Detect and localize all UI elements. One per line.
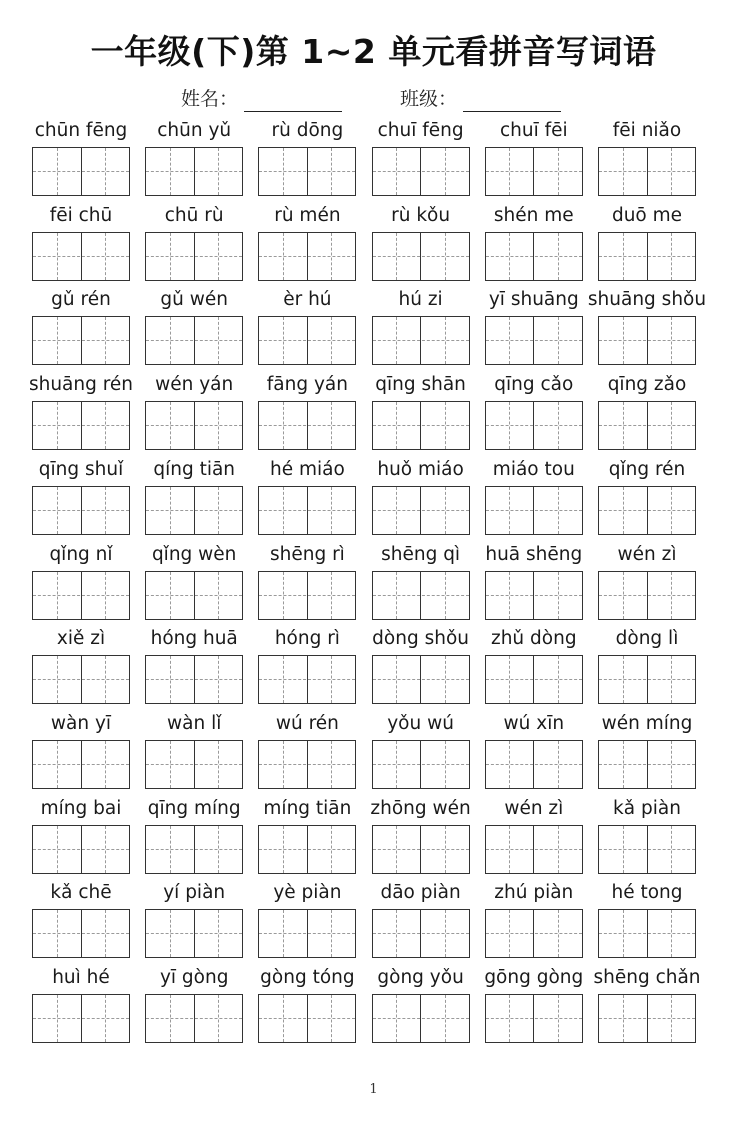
guide-line-horizontal — [599, 256, 695, 257]
character-writing-boxes[interactable] — [485, 571, 583, 620]
character-writing-boxes[interactable] — [32, 825, 130, 874]
word-cell — [138, 624, 250, 708]
word-cell — [591, 624, 703, 708]
guide-line-horizontal — [373, 340, 469, 341]
character-writing-boxes[interactable] — [372, 147, 470, 196]
character-writing-boxes[interactable] — [145, 486, 243, 535]
word-cell — [591, 201, 703, 285]
guide-line-horizontal — [259, 256, 355, 257]
guide-line-horizontal — [33, 849, 129, 850]
word-cell — [25, 370, 137, 454]
word-cell — [138, 794, 250, 878]
word-cell — [478, 201, 590, 285]
character-writing-boxes[interactable] — [598, 571, 696, 620]
guide-line-horizontal — [486, 171, 582, 172]
guide-line-horizontal — [599, 849, 695, 850]
pinyin-label: qǐng nǐ — [49, 543, 113, 565]
character-writing-boxes[interactable] — [485, 825, 583, 874]
word-cell — [365, 201, 477, 285]
word-cell — [478, 878, 590, 962]
guide-line-horizontal — [373, 425, 469, 426]
word-cell — [591, 878, 703, 962]
pinyin-label: dāo piàn — [380, 882, 461, 904]
character-writing-boxes[interactable] — [258, 486, 356, 535]
guide-line-horizontal — [373, 679, 469, 680]
word-cell — [591, 370, 703, 454]
guide-line-horizontal — [146, 1018, 242, 1019]
word-cell — [138, 878, 250, 962]
character-writing-boxes[interactable] — [258, 909, 356, 958]
pinyin-label: wén yán — [155, 374, 234, 396]
page-number: 1 — [369, 1082, 378, 1097]
word-cell — [591, 455, 703, 539]
character-writing-boxes[interactable] — [598, 655, 696, 704]
word-cell — [138, 116, 250, 200]
character-writing-boxes[interactable] — [258, 316, 356, 365]
guide-line-horizontal — [259, 1018, 355, 1019]
guide-line-horizontal — [259, 764, 355, 765]
word-cell — [251, 455, 363, 539]
pinyin-label: wén zì — [504, 797, 564, 819]
word-cell — [478, 963, 590, 1047]
word-cell — [591, 963, 703, 1047]
character-writing-boxes[interactable] — [598, 486, 696, 535]
character-writing-boxes[interactable] — [485, 401, 583, 450]
class-field — [400, 86, 561, 114]
pinyin-label: rù kǒu — [391, 204, 451, 226]
pinyin-label: wú rén — [275, 712, 339, 734]
pinyin-label: gòng yǒu — [377, 967, 464, 988]
pinyin-label: wén míng — [601, 712, 693, 734]
word-cell — [591, 116, 703, 200]
word-cell — [365, 370, 477, 454]
pinyin-label: fēi chū — [49, 204, 113, 226]
pinyin-label: qīng míng — [147, 797, 241, 819]
character-writing-boxes[interactable] — [145, 571, 243, 620]
word-cell — [251, 540, 363, 624]
pinyin-label: yī gòng — [159, 967, 229, 988]
pinyin-label: dòng lì — [615, 628, 679, 650]
character-writing-boxes[interactable] — [598, 740, 696, 789]
guide-line-horizontal — [486, 340, 582, 341]
character-writing-boxes[interactable] — [258, 571, 356, 620]
guide-line-horizontal — [486, 256, 582, 257]
guide-line-horizontal — [33, 933, 129, 934]
character-writing-boxes[interactable] — [32, 316, 130, 365]
character-writing-boxes[interactable] — [32, 740, 130, 789]
pinyin-label: duō me — [611, 204, 683, 226]
word-cell — [365, 794, 477, 878]
guide-line-horizontal — [146, 510, 242, 511]
guide-line-horizontal — [33, 1018, 129, 1019]
character-writing-boxes[interactable] — [598, 825, 696, 874]
character-writing-boxes[interactable] — [485, 909, 583, 958]
character-writing-boxes[interactable] — [258, 232, 356, 281]
pinyin-label: shēng rì — [269, 543, 345, 565]
character-writing-boxes[interactable] — [372, 655, 470, 704]
word-cell — [478, 709, 590, 793]
guide-line-horizontal — [373, 764, 469, 765]
page-title: 一年级(下)第 1~2 单元看拼音写词语 — [90, 32, 657, 71]
guide-line-horizontal — [33, 510, 129, 511]
word-cell — [138, 709, 250, 793]
guide-line-horizontal — [33, 679, 129, 680]
pinyin-label: gǔ rén — [51, 289, 111, 311]
guide-line-horizontal — [33, 595, 129, 596]
character-writing-boxes[interactable] — [145, 655, 243, 704]
character-writing-boxes[interactable] — [258, 825, 356, 874]
guide-line-horizontal — [486, 679, 582, 680]
guide-line-horizontal — [599, 510, 695, 511]
word-cell — [138, 370, 250, 454]
pinyin-label: dòng shǒu — [372, 628, 469, 650]
pinyin-label: qīng cǎo — [494, 374, 574, 396]
pinyin-label: qíng tiān — [153, 458, 236, 480]
name-label: 姓名： — [181, 88, 239, 110]
character-writing-boxes[interactable] — [372, 909, 470, 958]
guide-line-horizontal — [259, 425, 355, 426]
character-writing-boxes[interactable] — [598, 232, 696, 281]
guide-line-horizontal — [146, 933, 242, 934]
worksheet-row — [25, 624, 715, 708]
guide-line-horizontal — [486, 425, 582, 426]
pinyin-label: qǐng wèn — [151, 543, 237, 565]
guide-line-horizontal — [599, 679, 695, 680]
pinyin-label: rù dōng — [271, 120, 344, 141]
pinyin-label: hú zi — [398, 289, 443, 311]
guide-line-horizontal — [146, 849, 242, 850]
pinyin-label: chūn yǔ — [157, 120, 232, 141]
pinyin-label: zhú piàn — [494, 882, 574, 904]
character-writing-boxes[interactable] — [598, 401, 696, 450]
worksheet-row — [25, 201, 715, 285]
pinyin-label: kǎ piàn — [613, 797, 681, 819]
guide-line-horizontal — [373, 933, 469, 934]
guide-line-horizontal — [146, 764, 242, 765]
guide-line-horizontal — [373, 510, 469, 511]
word-cell — [138, 540, 250, 624]
character-writing-boxes[interactable] — [485, 994, 583, 1043]
pinyin-label: yǒu wú — [387, 712, 454, 734]
name-field — [181, 86, 342, 114]
guide-line-horizontal — [33, 256, 129, 257]
pinyin-label: fēi niǎo — [612, 120, 682, 141]
word-cell — [251, 963, 363, 1047]
pinyin-label: fāng yán — [266, 374, 348, 396]
word-cell — [251, 624, 363, 708]
guide-line-horizontal — [486, 595, 582, 596]
word-cell — [25, 285, 137, 369]
character-writing-boxes[interactable] — [258, 655, 356, 704]
word-cell — [591, 709, 703, 793]
pinyin-label: hé tong — [611, 882, 683, 904]
pinyin-label: shén me — [493, 204, 574, 226]
character-writing-boxes[interactable] — [32, 147, 130, 196]
character-writing-boxes[interactable] — [32, 571, 130, 620]
guide-line-horizontal — [486, 1018, 582, 1019]
worksheet-row — [25, 878, 715, 962]
word-cell — [25, 963, 137, 1047]
guide-line-horizontal — [486, 849, 582, 850]
pinyin-label: gǔ wén — [160, 289, 228, 311]
guide-line-horizontal — [599, 425, 695, 426]
pinyin-label: chūn fēng — [34, 120, 128, 141]
worksheet-row — [25, 963, 715, 1047]
pinyin-label: shēng qì — [381, 543, 461, 565]
word-cell — [25, 540, 137, 624]
pinyin-label: kǎ chē — [50, 882, 112, 904]
worksheet-row — [25, 455, 715, 539]
word-cell — [251, 116, 363, 200]
character-writing-boxes[interactable] — [32, 486, 130, 535]
character-writing-boxes[interactable] — [598, 316, 696, 365]
pinyin-label: èr hú — [283, 289, 332, 311]
guide-line-horizontal — [599, 595, 695, 596]
pinyin-label: hóng rì — [274, 628, 340, 650]
worksheet-row — [25, 709, 715, 793]
character-writing-boxes[interactable] — [598, 147, 696, 196]
word-cell — [365, 540, 477, 624]
word-cell — [25, 201, 137, 285]
guide-line-horizontal — [599, 933, 695, 934]
word-cell — [478, 794, 590, 878]
guide-line-horizontal — [599, 340, 695, 341]
character-writing-boxes[interactable] — [485, 655, 583, 704]
pinyin-label: wén zì — [617, 543, 677, 565]
pinyin-label: shuāng rén — [28, 374, 134, 396]
pinyin-label: chuī fēng — [377, 120, 464, 141]
word-cell — [587, 285, 707, 369]
word-cell — [478, 370, 590, 454]
pinyin-label: wàn yī — [50, 712, 112, 734]
word-cell — [365, 963, 477, 1047]
pinyin-label: huā shēng — [485, 543, 583, 565]
pinyin-label: zhōng wén — [370, 797, 471, 819]
guide-line-horizontal — [146, 679, 242, 680]
pinyin-label: zhǔ dòng — [491, 628, 577, 650]
guide-line-horizontal — [259, 510, 355, 511]
class-label: 班级： — [400, 88, 458, 110]
guide-line-horizontal — [599, 1018, 695, 1019]
pinyin-label: gōng gòng — [484, 967, 584, 988]
pinyin-label: rù mén — [274, 204, 341, 226]
pinyin-label: wàn lǐ — [167, 712, 222, 734]
guide-line-horizontal — [146, 256, 242, 257]
word-cell — [138, 963, 250, 1047]
worksheet-row — [25, 794, 715, 878]
pinyin-label: wú xīn — [503, 712, 565, 734]
guide-line-horizontal — [259, 595, 355, 596]
word-cell — [365, 709, 477, 793]
character-writing-boxes[interactable] — [258, 740, 356, 789]
pinyin-label: qǐng rén — [608, 458, 686, 480]
pinyin-label: huǒ miáo — [377, 458, 464, 480]
pinyin-label: miáo tou — [492, 458, 575, 480]
guide-line-horizontal — [146, 340, 242, 341]
worksheet-row — [25, 116, 715, 200]
word-cell — [478, 116, 590, 200]
word-cell — [365, 455, 477, 539]
word-cell — [25, 794, 137, 878]
guide-line-horizontal — [33, 171, 129, 172]
pinyin-label: yè piàn — [273, 882, 342, 904]
character-writing-boxes[interactable] — [32, 232, 130, 281]
guide-line-horizontal — [373, 256, 469, 257]
character-writing-boxes[interactable] — [372, 994, 470, 1043]
character-writing-boxes[interactable] — [145, 401, 243, 450]
worksheet-row — [25, 540, 715, 624]
guide-line-horizontal — [146, 171, 242, 172]
word-cell — [25, 455, 137, 539]
character-writing-boxes[interactable] — [598, 909, 696, 958]
character-writing-boxes[interactable] — [372, 232, 470, 281]
word-cell — [591, 540, 703, 624]
character-writing-boxes[interactable] — [372, 571, 470, 620]
character-writing-boxes[interactable] — [258, 401, 356, 450]
pinyin-label: míng tiān — [263, 797, 352, 819]
character-writing-boxes[interactable] — [258, 147, 356, 196]
character-writing-boxes[interactable] — [32, 994, 130, 1043]
character-writing-boxes[interactable] — [145, 909, 243, 958]
guide-line-horizontal — [33, 764, 129, 765]
guide-line-horizontal — [599, 171, 695, 172]
word-cell — [251, 285, 363, 369]
pinyin-label: míng bai — [40, 797, 122, 819]
guide-line-horizontal — [33, 425, 129, 426]
pinyin-label: yī shuāng — [488, 289, 579, 311]
character-writing-boxes[interactable] — [145, 825, 243, 874]
pinyin-label: hé miáo — [269, 458, 345, 480]
guide-line-horizontal — [373, 1018, 469, 1019]
word-cell — [251, 709, 363, 793]
character-writing-boxes[interactable] — [372, 316, 470, 365]
guide-line-horizontal — [33, 340, 129, 341]
word-cell — [365, 878, 477, 962]
worksheet-row — [25, 370, 715, 454]
pinyin-label: shuāng shǒu — [587, 289, 707, 311]
word-cell — [251, 794, 363, 878]
character-writing-boxes[interactable] — [485, 740, 583, 789]
guide-line-horizontal — [373, 171, 469, 172]
pinyin-label: qīng shān — [375, 374, 466, 396]
word-cell — [25, 116, 137, 200]
word-cell — [251, 201, 363, 285]
character-writing-boxes[interactable] — [145, 316, 243, 365]
guide-line-horizontal — [486, 933, 582, 934]
character-writing-boxes[interactable] — [145, 740, 243, 789]
pinyin-label: yí piàn — [163, 882, 226, 904]
word-cell — [25, 878, 137, 962]
character-writing-boxes[interactable] — [485, 232, 583, 281]
word-cell — [365, 116, 477, 200]
guide-line-horizontal — [259, 679, 355, 680]
guide-line-horizontal — [259, 933, 355, 934]
character-writing-boxes[interactable] — [32, 909, 130, 958]
pinyin-label: chuī fēi — [499, 120, 568, 141]
guide-line-horizontal — [146, 595, 242, 596]
character-writing-boxes[interactable] — [372, 740, 470, 789]
character-writing-boxes[interactable] — [372, 401, 470, 450]
guide-line-horizontal — [146, 425, 242, 426]
pinyin-label: hóng huā — [150, 628, 238, 650]
character-writing-boxes[interactable] — [485, 486, 583, 535]
character-writing-boxes[interactable] — [372, 825, 470, 874]
word-cell — [591, 794, 703, 878]
guide-line-horizontal — [373, 595, 469, 596]
worksheet-row — [25, 285, 715, 369]
word-cell — [478, 624, 590, 708]
character-writing-boxes[interactable] — [485, 316, 583, 365]
word-cell — [478, 455, 590, 539]
pinyin-label: chū rù — [164, 204, 224, 226]
character-writing-boxes[interactable] — [145, 147, 243, 196]
word-cell — [138, 201, 250, 285]
pinyin-label: gòng tóng — [260, 967, 355, 988]
guide-line-horizontal — [599, 764, 695, 765]
character-writing-boxes[interactable] — [145, 994, 243, 1043]
pinyin-label: xiě zì — [56, 628, 106, 650]
pinyin-label: huì hé — [52, 967, 110, 988]
guide-line-horizontal — [373, 849, 469, 850]
word-cell — [365, 624, 477, 708]
character-writing-boxes[interactable] — [372, 486, 470, 535]
character-writing-boxes[interactable] — [598, 994, 696, 1043]
name-blank-line[interactable] — [244, 91, 342, 112]
pinyin-label: qīng zǎo — [607, 374, 687, 396]
pinyin-label: qīng shuǐ — [38, 458, 124, 480]
pinyin-label: shēng chǎn — [593, 967, 701, 988]
character-writing-boxes[interactable] — [485, 147, 583, 196]
guide-line-horizontal — [259, 849, 355, 850]
word-cell — [138, 285, 250, 369]
character-writing-boxes[interactable] — [258, 994, 356, 1043]
word-cell — [365, 285, 477, 369]
guide-line-horizontal — [486, 510, 582, 511]
guide-line-horizontal — [259, 340, 355, 341]
word-cell — [251, 370, 363, 454]
guide-line-horizontal — [259, 171, 355, 172]
character-writing-boxes[interactable] — [32, 401, 130, 450]
word-cell — [25, 709, 137, 793]
word-cell — [478, 540, 590, 624]
character-writing-boxes[interactable] — [145, 232, 243, 281]
class-blank-line[interactable] — [463, 91, 561, 112]
word-cell — [138, 455, 250, 539]
guide-line-horizontal — [486, 764, 582, 765]
word-cell — [25, 624, 137, 708]
word-cell — [478, 285, 590, 369]
word-cell — [251, 878, 363, 962]
character-writing-boxes[interactable] — [32, 655, 130, 704]
